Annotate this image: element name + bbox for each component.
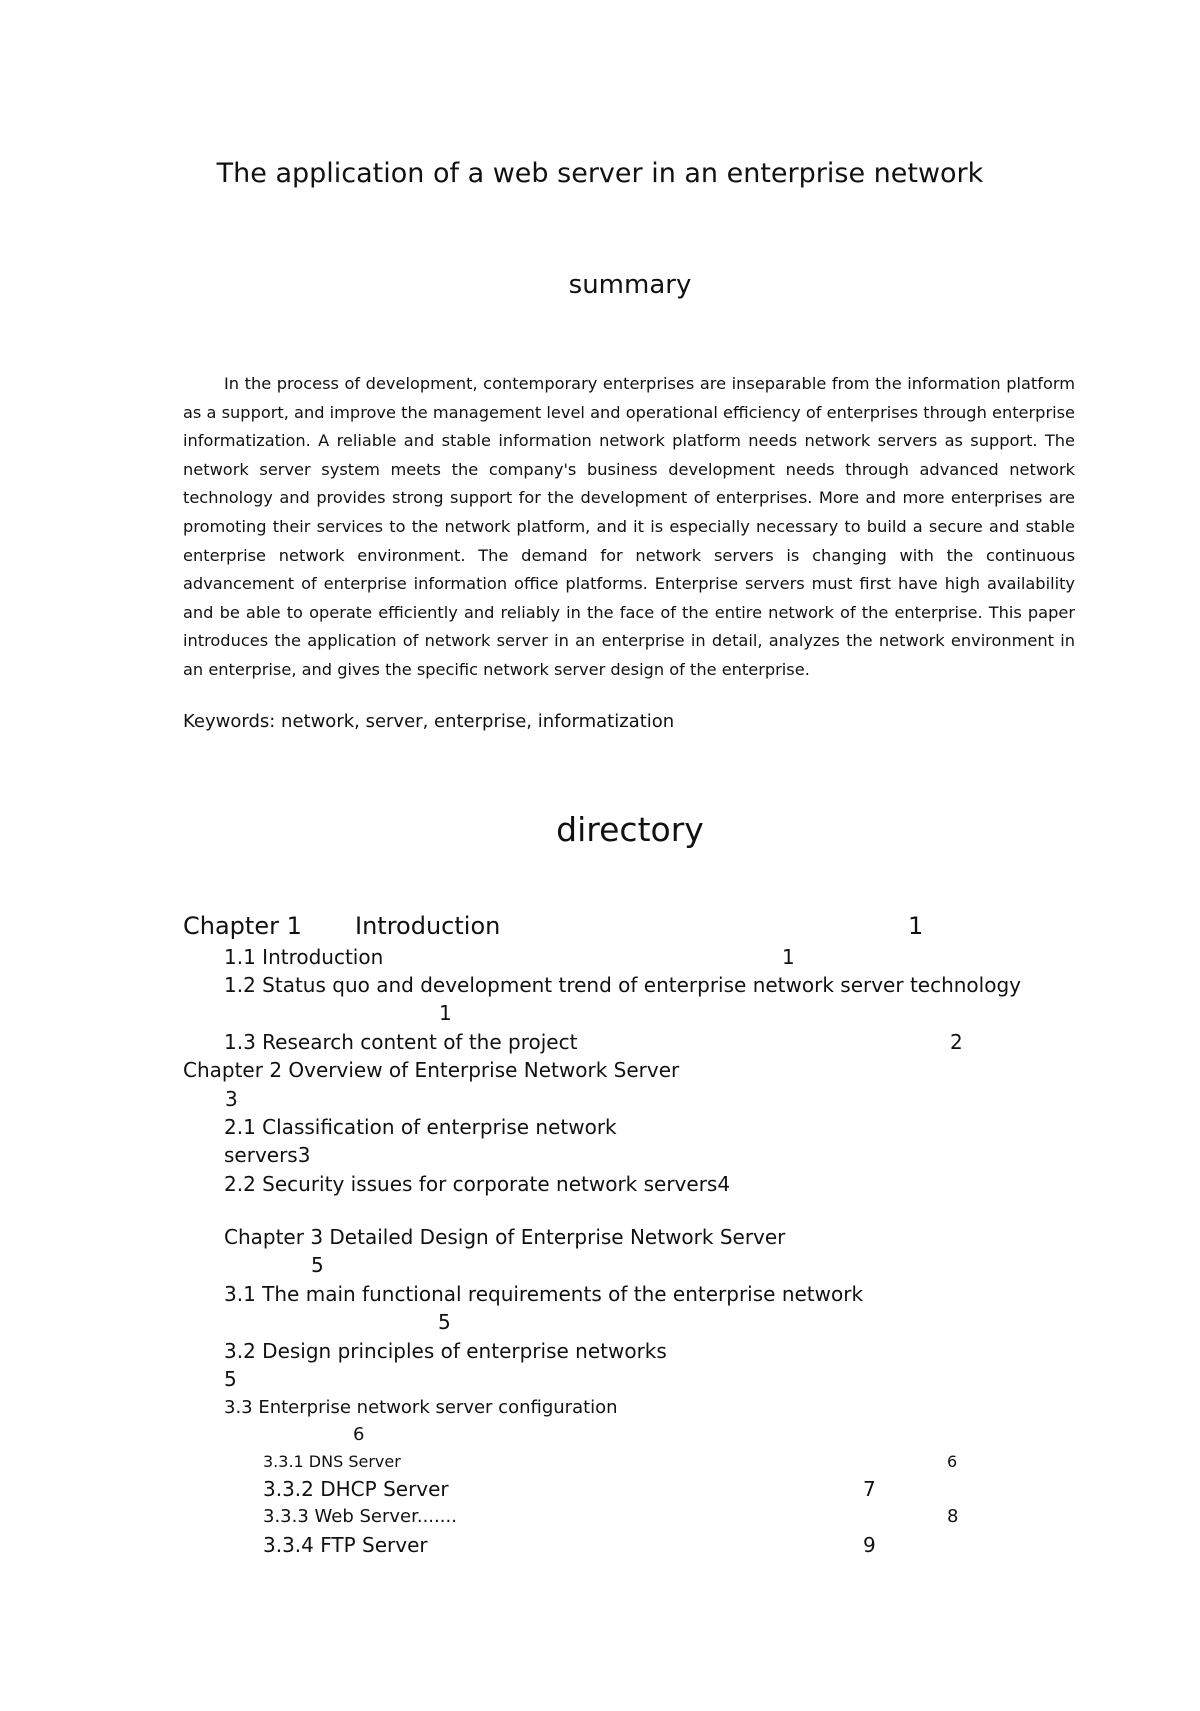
toc-1-1-title: 1.1 Introduction <box>224 945 384 969</box>
toc-3-3-page: 6 <box>353 1424 365 1445</box>
summary-paragraph: In the process of development, contemporary enterprises are inseparable from the information platform as a support, and improve the management level and operational efficiency of enterprises through enterprise informatization. A reliable and stable information network platform needs network servers as support. The network server system meets the company's business development needs through advanced network technology and provides strong support for the development of enterprises. More and more enterprises are promoting their services to the network platform, and it is especially necessary to build a secure and stable enterprise network environment. The demand for network servers is changing with the continuous advancement of enterprise information office platforms. Enterprise servers must first have high availability and be able to operate efficiently and reliably in the face of the entire network of the enterprise. This paper introduces the application of network server in an enterprise in detail, analyzes the network environment in an enterprise, and gives the specific network server design of the enterprise. <box>183 374 1075 679</box>
keywords-line: Keywords: network, server, enterprise, informatization <box>183 711 675 732</box>
toc-2-2-title: 2.2 Security issues for corporate network servers4 <box>224 1172 731 1196</box>
toc-3-1-page: 5 <box>438 1310 451 1334</box>
toc-2-1-title-line2: servers3 <box>224 1143 311 1167</box>
toc-3-3-4-title: 3.3.4 FTP Server <box>263 1533 428 1557</box>
toc-3-1-title: 3.1 The main functional requirements of the enterprise network <box>224 1282 864 1306</box>
toc-chapter1-label: Chapter 1 <box>183 912 302 940</box>
toc-1-3-title: 1.3 Research content of the project <box>224 1030 578 1054</box>
toc-3-3-4-page: 9 <box>863 1533 876 1557</box>
toc-chapter3-page: 5 <box>311 1253 324 1277</box>
toc-3-3-1-title: 3.3.1 DNS Server <box>263 1452 401 1471</box>
toc-2-1-title-line1: 2.1 Classification of enterprise network <box>224 1115 617 1139</box>
document-title: The application of a web server in an enterprise network <box>216 158 984 189</box>
toc-1-2-page: 1 <box>439 1001 452 1025</box>
toc-chapter1-page: 1 <box>908 912 924 940</box>
toc-chapter2-title: Chapter 2 Overview of Enterprise Network Server <box>183 1058 680 1082</box>
summary-heading: summary <box>568 270 692 300</box>
toc-3-3-2-page: 7 <box>863 1477 876 1501</box>
directory-heading: directory <box>556 810 704 849</box>
toc-1-3-page: 2 <box>950 1030 963 1054</box>
toc-3-3-3-title: 3.3.3 Web Server....... <box>263 1506 457 1527</box>
toc-1-2-title: 1.2 Status quo and development trend of enterprise network server technology <box>224 973 1021 997</box>
toc-chapter2-page: 3 <box>225 1087 238 1111</box>
toc-1-1-page: 1 <box>782 945 795 969</box>
toc-3-3-1-page: 6 <box>947 1452 958 1471</box>
toc-3-2-title: 3.2 Design principles of enterprise networks <box>224 1339 667 1363</box>
toc-3-3-2-title: 3.3.2 DHCP Server <box>263 1477 449 1501</box>
toc-chapter3-title: Chapter 3 Detailed Design of Enterprise Network Server <box>224 1225 786 1249</box>
toc-3-3-3-page: 8 <box>947 1506 959 1527</box>
toc-3-2-page: 5 <box>224 1367 237 1391</box>
toc-3-3-title: 3.3 Enterprise network server configuration <box>224 1397 618 1418</box>
toc-chapter1-title: Introduction <box>355 912 501 940</box>
